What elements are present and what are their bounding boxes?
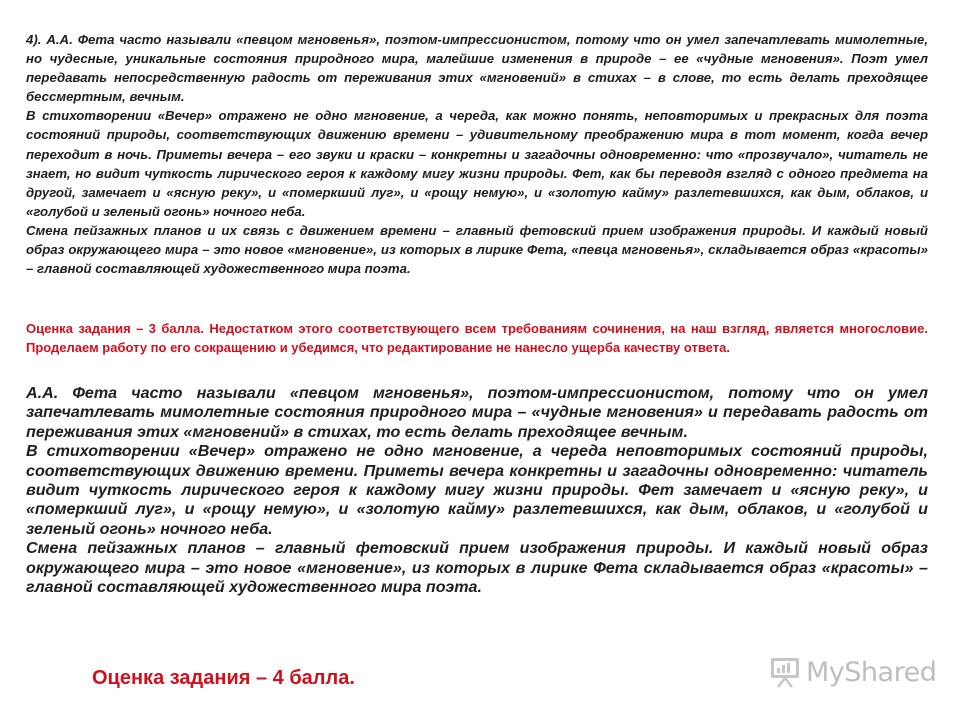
original-paragraph-3: Смена пейзажных планов и их связь с движением времени – главный фетовский прием изображения природы. И каждый новый образ окружающего мира – это новое «мгновение», из которых в лирике Фета, «певца мгновенья», складывается образ «красоты» – главной составляющей художественного мира поэта. bbox=[26, 222, 928, 277]
original-paragraph-2: В стихотворении «Вечер» отражено не одно мгновение, а череда, как можно понять, неповторимых и прекрасных для поэта состояний природы, соответствующих движению времени – удивительному преображению мира в тот момент, когда вечер переходит в ночь. Приметы вечера – его звуки и краски – конкретны и загадочны одновременно: что «прозвучало», читатель не знает, но видит чуткость лирического героя к каждому мигу жизни природы. Фет, как бы переводя взгляд с одного предмета на другой, замечает и «ясную реку», и «померкший луг», и «рощу немую», и «золотую кайму» разлетевшихся, как дым, облаков, и «голубой и зеленый огонь» ночного неба. bbox=[26, 108, 928, 219]
evaluation-comment: Оценка задания – 3 балла. Недостатком этого соответствующего всем требованиям сочинения, на наш взгляд, является многословие. Проделаем работу по его сокращению и убедимся, что редактирование не нанесло ущерба качеству ответа. bbox=[26, 321, 928, 355]
edited-paragraph-3: Смена пейзажных планов – главный фетовский прием изображения природы. И каждый новый образ окружающего мира – это новое «мгновение», из которых в лирике Фета складывается образ «красоты» – главной составляющей художественного мира поэта. bbox=[26, 539, 928, 597]
original-paragraph-1: 4). А.А. Фета часто называли «певцом мгновенья», поэтом-импрессионистом, потому что он умел запечатлевать мимолетные, но чудесные, уникальные состояния природного мира, малейшие изменения в природе – ее «чудные мгновения». Поэт умел передавать непосредственную радость от переживания этих «мгновений» в стихах – в слове, то есть делать преходящее бессмертным, вечным. bbox=[26, 32, 928, 105]
watermark-text: MyShared bbox=[806, 656, 937, 688]
watermark-logo bbox=[768, 656, 936, 688]
edited-paragraph-2: В стихотворении «Вечер» отражено не одно мгновение, а череда неповторимых состояний природы, соответствующих движению времени. Приметы вечера конкретны и загадочны одновременно: читатель видит чуткость лирического героя к каждому мигу жизни природы. Фет замечает и «ясную реку», и «померкший луг», и «рощу немую», и «золотую кайму» разлетевшихся, как дым, облаков, и «голубой и зеленый огонь» ночного неба. bbox=[26, 442, 928, 538]
original-essay bbox=[26, 30, 928, 278]
edited-paragraph-1: А.А. Фета часто называли «певцом мгновенья», поэтом-импрессионистом, потому что он умел запечатлевать мимолетные состояния природного мира – «чудные мгновения» и передавать радость от переживания этих «мгновений» в стихах, то есть делать преходящее вечным. bbox=[26, 384, 928, 441]
final-score: Оценка задания – 4 балла. bbox=[92, 667, 355, 689]
edited-essay bbox=[26, 384, 928, 597]
presentation-board-icon bbox=[768, 656, 802, 688]
